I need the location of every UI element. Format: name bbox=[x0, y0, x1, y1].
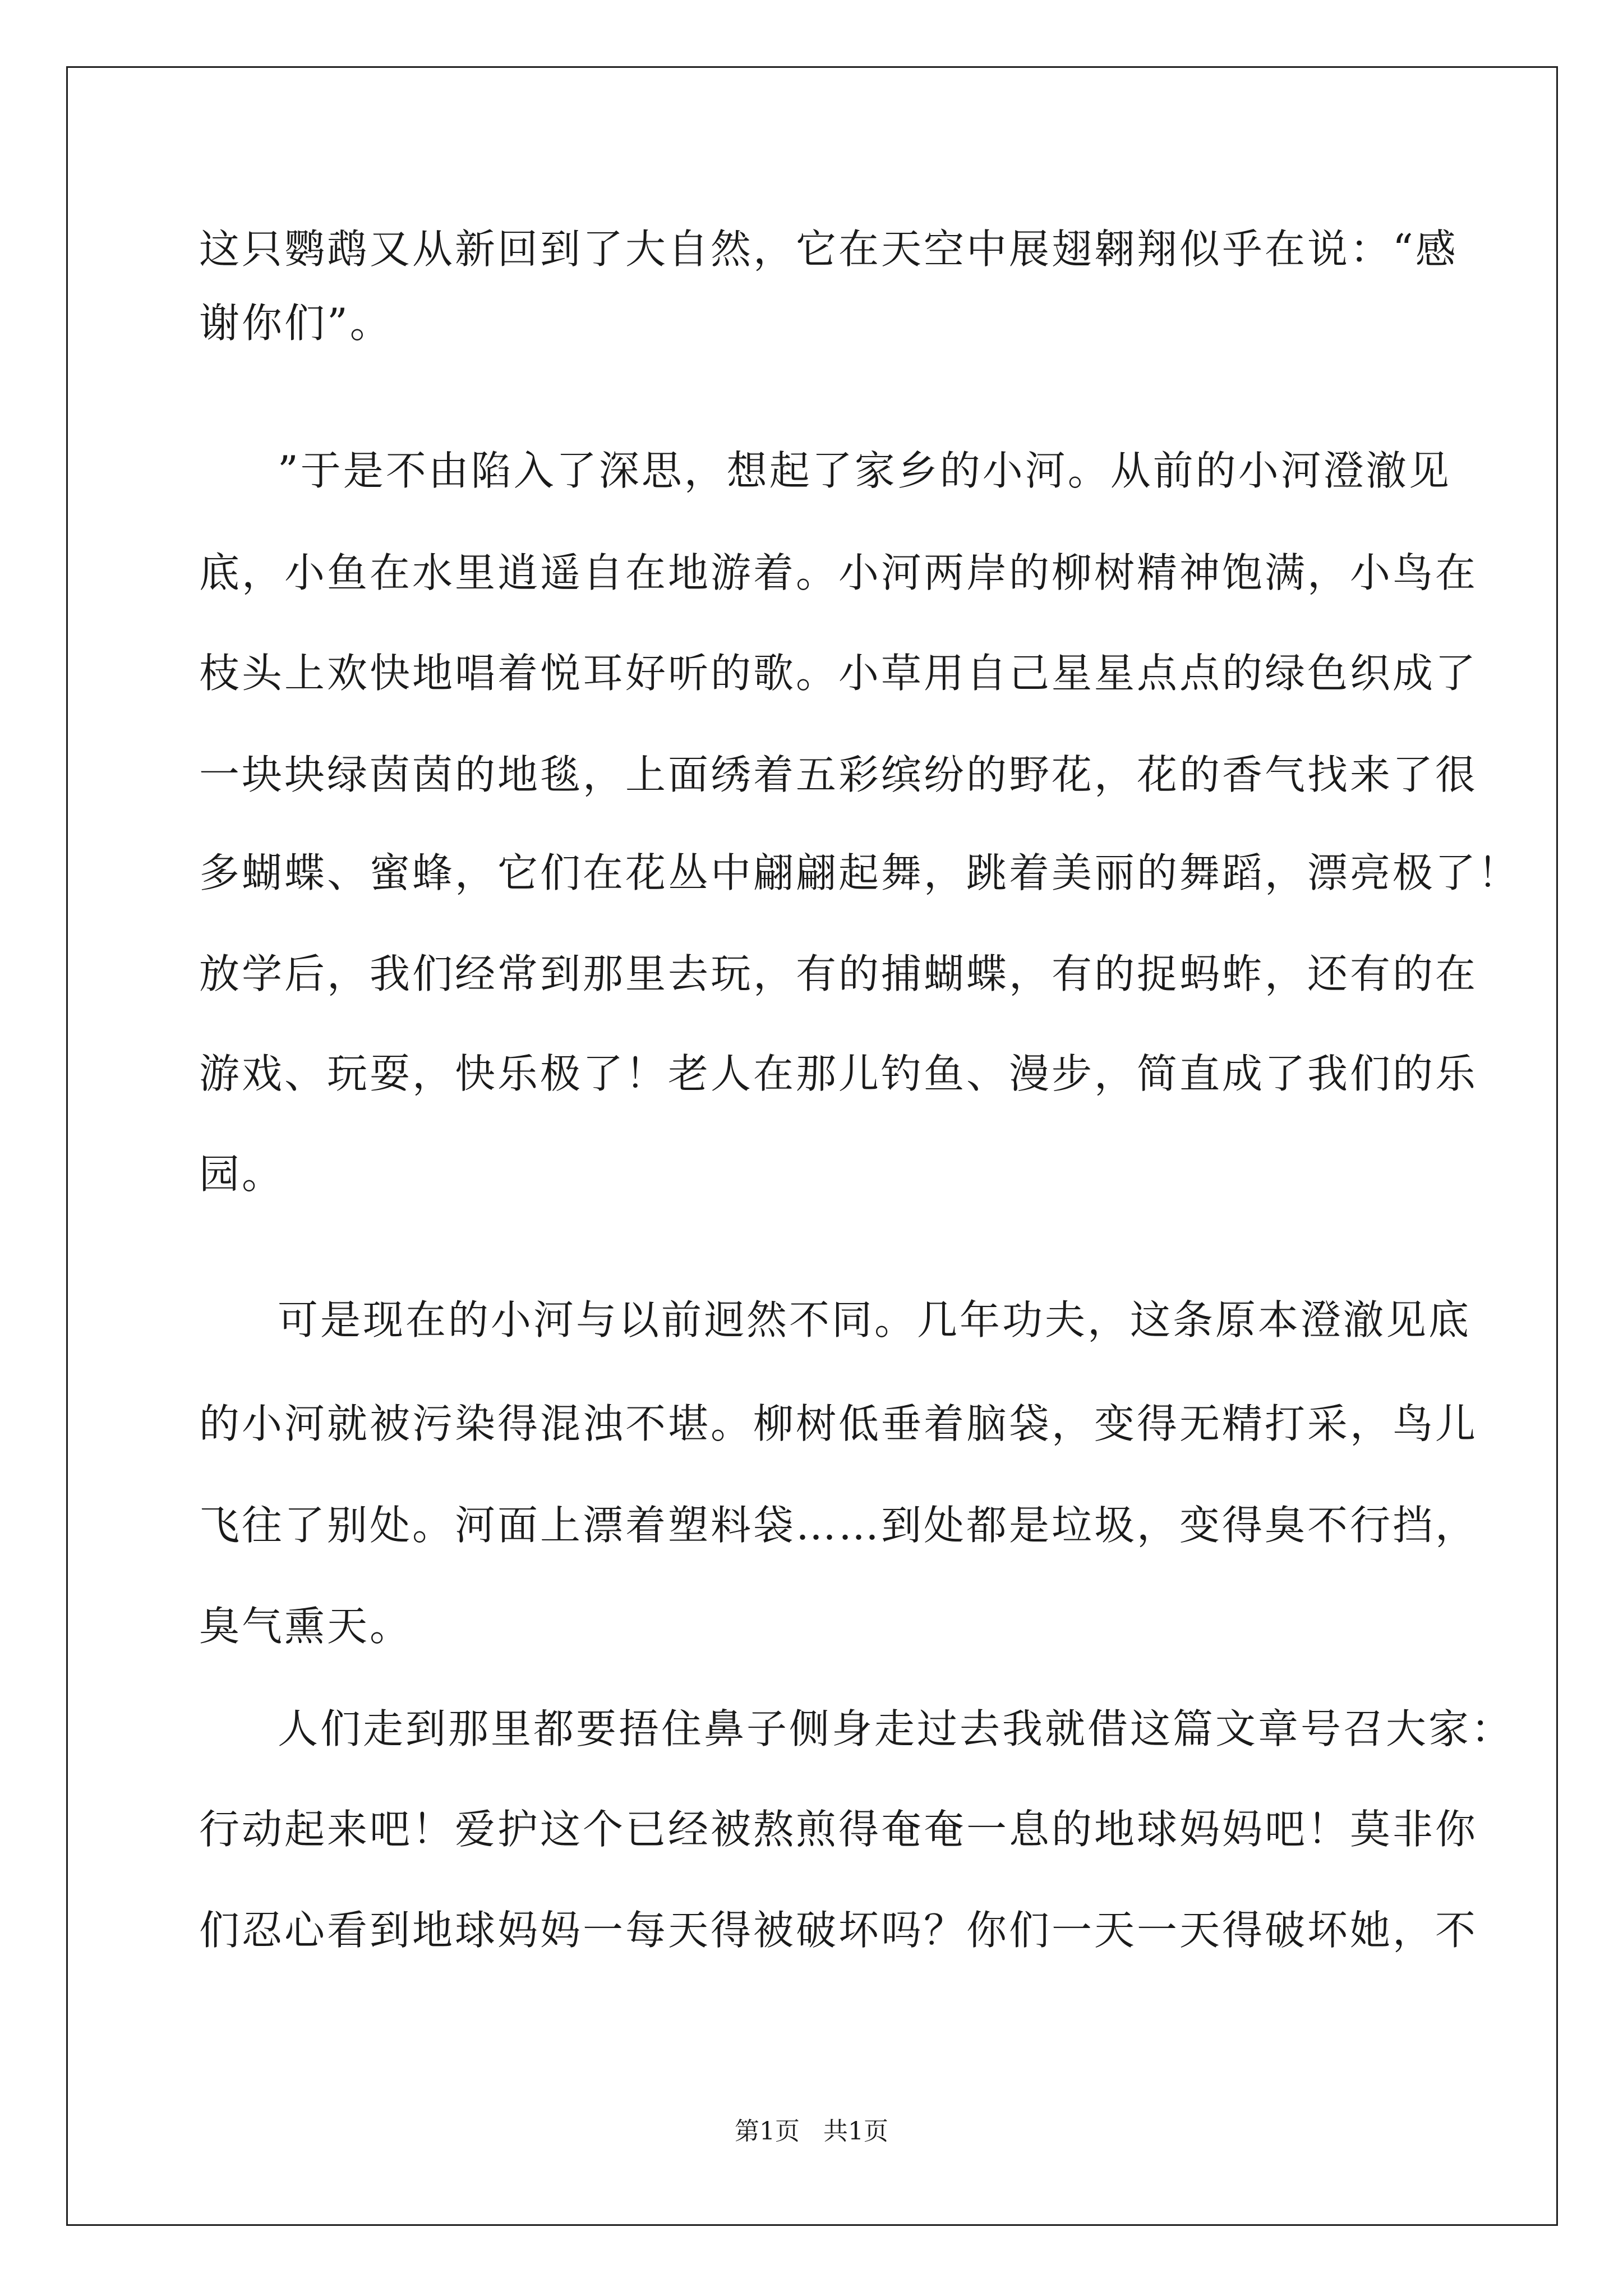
text-line-8: 放学后，我们经常到那里去玩，有的捕蝴蝶，有的捉蚂蚱，还有的在 bbox=[199, 950, 1478, 997]
text-line-12: 的小河就被污染得混浊不堪。柳树低垂着脑袋，变得无精打采，鸟儿 bbox=[199, 1400, 1478, 1447]
page-number-footer: 第1页 共1页 bbox=[735, 2117, 888, 2146]
text-line-9: 游戏、玩耍，快乐极了！老人在那儿钓鱼、漫步，简直成了我们的乐 bbox=[199, 1050, 1478, 1097]
text-line-16: 行动起来吧！爱护这个已经被熬煎得奄奄一息的地球妈妈吧！莫非你 bbox=[199, 1806, 1478, 1853]
text-line-6: 一块块绿茵茵的地毯，上面绣着五彩缤纷的野花，花的香气找来了很 bbox=[199, 751, 1478, 798]
text-line-5: 枝头上欢快地唱着悦耳好听的歌。小草用自己星星点点的绿色织成了 bbox=[199, 650, 1478, 697]
page-border bbox=[66, 66, 1558, 2226]
text-line-17: 们忍心看到地球妈妈一每天得被破坏吗？你们一天一天得破坏她，不 bbox=[199, 1907, 1478, 1954]
text-line-13: 飞往了别处。河面上漂着塑料袋……到处都是垃圾，变得臭不行挡， bbox=[199, 1502, 1478, 1549]
text-line-11: 可是现在的小河与以前迥然不同。几年功夫，这条原本澄澈见底 bbox=[278, 1296, 1472, 1343]
text-line-2: 谢你们”。 bbox=[199, 300, 393, 347]
text-line-3: ”于是不由陷入了深思，想起了家乡的小河。从前的小河澄澈见 bbox=[278, 447, 1451, 494]
text-line-4: 底，小鱼在水里逍遥自在地游着。小河两岸的柳树精神饱满，小鸟在 bbox=[199, 549, 1478, 596]
text-line-10: 园。 bbox=[199, 1151, 285, 1198]
text-line-15: 人们走到那里都要捂住鼻子侧身走过去我就借这篇文章号召大家： bbox=[278, 1705, 1514, 1752]
text-line-1: 这只鹦鹉又从新回到了大自然，它在天空中展翅翱翔似乎在说：“感 bbox=[199, 226, 1458, 273]
text-line-14: 臭气熏天。 bbox=[199, 1603, 413, 1650]
text-line-7: 多蝴蝶、蜜蜂，它们在花丛中翩翩起舞，跳着美丽的舞蹈，漂亮极了！ bbox=[199, 849, 1521, 896]
